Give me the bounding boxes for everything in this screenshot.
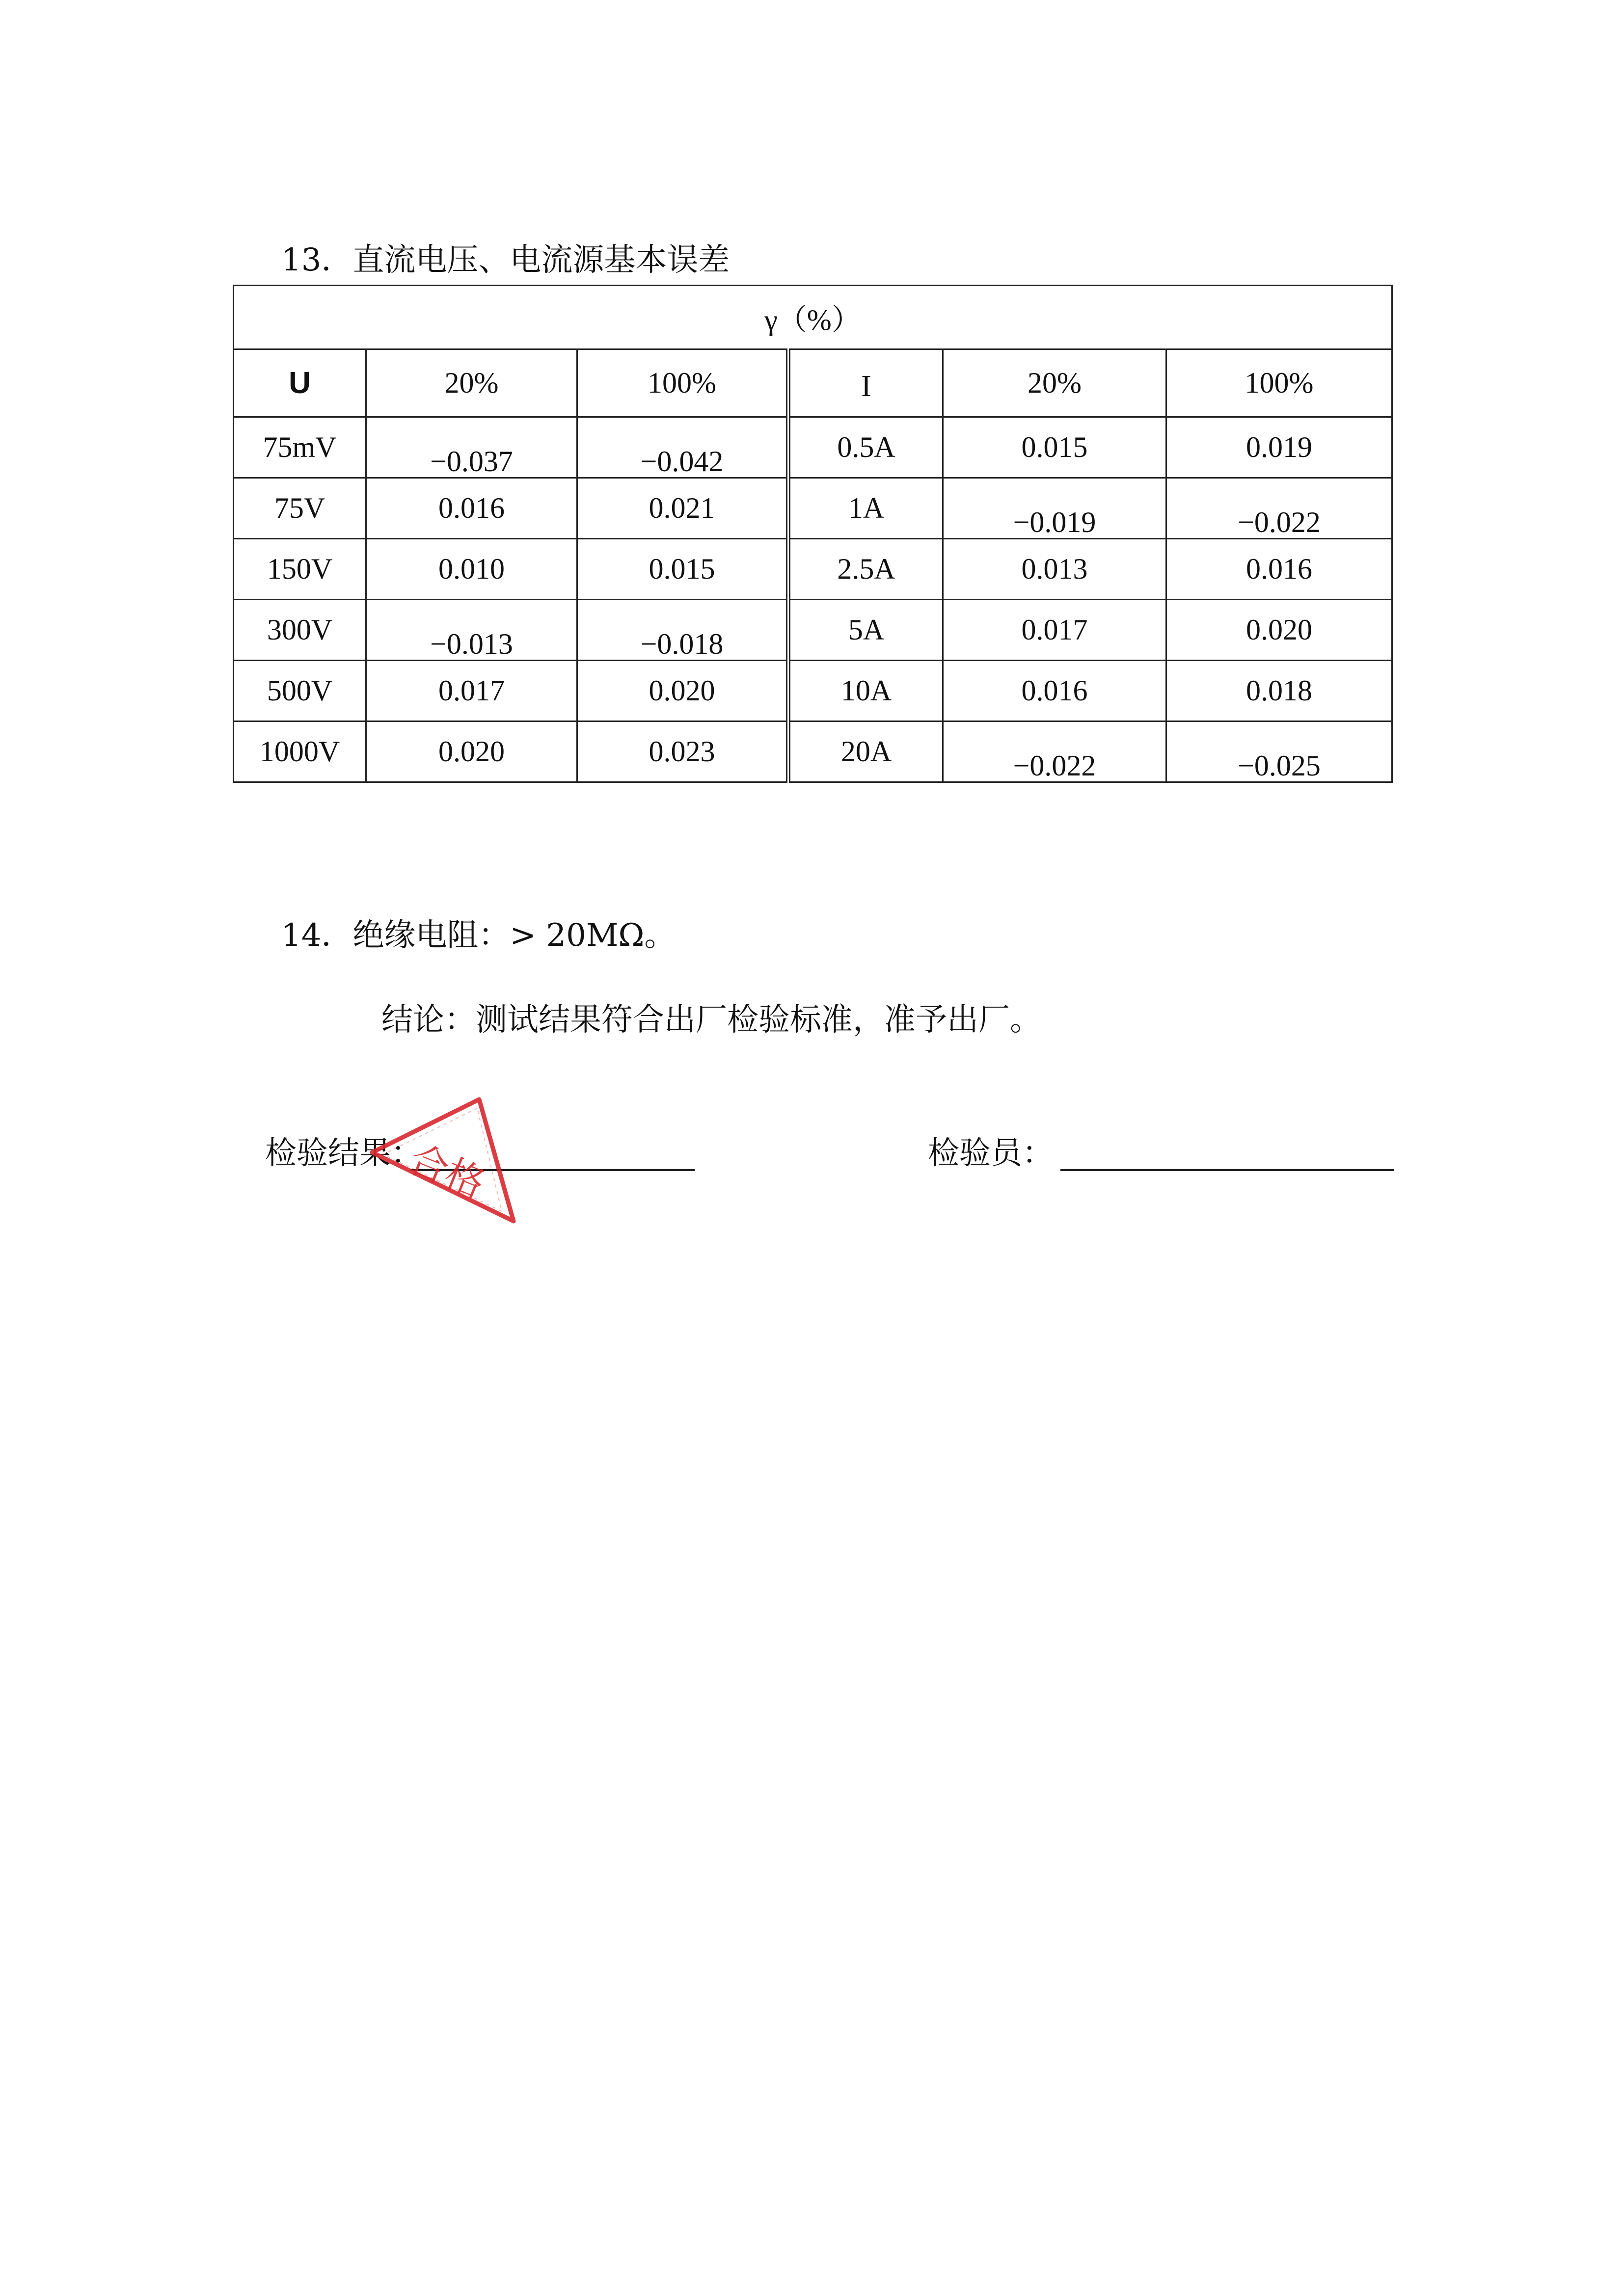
- inspector-signature-line: [1060, 1169, 1394, 1171]
- table-row: [234, 478, 1392, 539]
- cell-u: 300V: [234, 600, 366, 661]
- column-header-i: I: [788, 349, 943, 417]
- table-row: [234, 417, 1392, 478]
- table-row: [234, 539, 1392, 600]
- cell-u20: 0.020: [366, 721, 577, 782]
- cell-i100: −0.025: [1166, 721, 1392, 782]
- cell-i20: 0.015: [943, 417, 1166, 478]
- column-header-u: U: [234, 349, 366, 417]
- cell-u100: 0.021: [577, 478, 788, 539]
- table-row: [234, 661, 1392, 721]
- cell-u20: 0.010: [366, 539, 577, 600]
- cell-u100: 0.015: [577, 539, 788, 600]
- error-table: [233, 285, 1393, 783]
- column-header-u-20: 20%: [366, 349, 577, 417]
- cell-u20: 0.016: [366, 478, 577, 539]
- table-header-row: [234, 286, 1392, 349]
- cell-u20: −0.037: [366, 417, 577, 478]
- gamma-header: γ（%）: [234, 286, 1392, 349]
- column-header-i-20: 20%: [943, 349, 1166, 417]
- cell-i100: 0.016: [1166, 539, 1392, 600]
- cell-i100: −0.022: [1166, 478, 1392, 539]
- cell-i20: 0.017: [943, 600, 1166, 661]
- table-row: [234, 600, 1392, 661]
- cell-i: 1A: [788, 478, 943, 539]
- inspector-label: 检验员：: [928, 1135, 1054, 1172]
- cell-i100: 0.019: [1166, 417, 1392, 478]
- cell-i100: 0.018: [1166, 661, 1392, 721]
- inspection-result-label: 检验结果：: [265, 1135, 422, 1172]
- cell-i: 0.5A: [788, 417, 943, 478]
- cell-i20: 0.016: [943, 661, 1166, 721]
- cell-i: 5A: [788, 600, 943, 661]
- cell-u20: 0.017: [366, 661, 577, 721]
- cell-u100: 0.023: [577, 721, 788, 782]
- cell-u: 75mV: [234, 417, 366, 478]
- cell-u100: −0.042: [577, 417, 788, 478]
- cell-u: 75V: [234, 478, 366, 539]
- cell-i100: 0.020: [1166, 600, 1392, 661]
- table-row: [234, 721, 1392, 782]
- cell-u: 150V: [234, 539, 366, 600]
- column-header-u-100: 100%: [577, 349, 788, 417]
- cell-u20: −0.013: [366, 600, 577, 661]
- cell-i20: 0.013: [943, 539, 1166, 600]
- cell-i20: −0.019: [943, 478, 1166, 539]
- section-13-title: 13．直流电压、电流源基本误差: [281, 242, 730, 278]
- stamp-text: 合格: [403, 1137, 491, 1207]
- cell-i20: −0.022: [943, 721, 1166, 782]
- section-14-insulation: 14．绝缘电阻：> 20MΩ。: [281, 917, 676, 954]
- cell-u: 1000V: [234, 721, 366, 782]
- cell-i: 20A: [788, 721, 943, 782]
- cell-u: 500V: [234, 661, 366, 721]
- conclusion-text: 结论：测试结果符合出厂检验标准，准予出厂。: [381, 1002, 1041, 1038]
- cell-i: 2.5A: [788, 539, 943, 600]
- qualified-stamp: [363, 1095, 525, 1227]
- cell-u100: 0.020: [577, 661, 788, 721]
- column-header-i-100: 100%: [1166, 349, 1392, 417]
- cell-u100: −0.018: [577, 600, 788, 661]
- cell-i: 10A: [788, 661, 943, 721]
- table-column-header-row: [234, 349, 1392, 417]
